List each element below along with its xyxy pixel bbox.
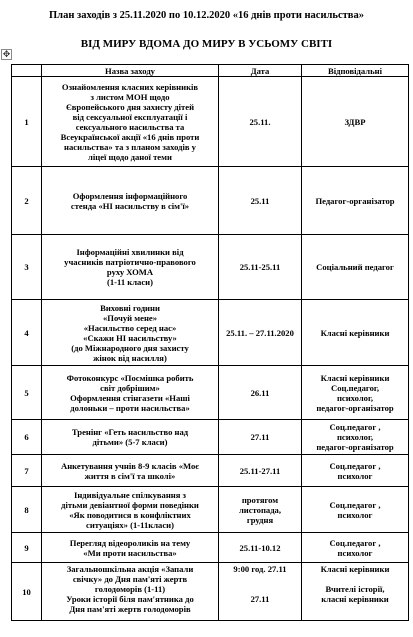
event-name-line: Дня пам'яті жертв голодоморів [69, 604, 191, 614]
event-responsible: ЗДВР [302, 77, 409, 167]
event-name-line: Тренінг «Геть насильство над [71, 427, 189, 437]
event-name [42, 533, 219, 563]
event-name-line: голодоморів (1-11) [94, 584, 166, 594]
event-name-line: насильства» та з планом заходів у [64, 141, 196, 152]
event-name-line: життя в сім'ї та школі» [84, 470, 176, 481]
row-number: 1 [12, 77, 42, 167]
event-name-line: Перегляд відеороликів на тему [69, 537, 191, 548]
row-number: 2 [12, 167, 42, 235]
event-name-line: ліцеї щодо даної теми [88, 151, 172, 162]
date-line: грудня [246, 514, 274, 525]
event-name-line: долоньки – проти насильства» [70, 402, 190, 413]
event-name-line: з листом МОН щодо [90, 91, 170, 102]
event-responsible [302, 366, 409, 420]
event-date: 25.11. – 27.11.2020 [219, 300, 302, 366]
event-name [42, 366, 219, 420]
table-row [12, 533, 409, 563]
event-name-line: ситуаціях» (1-11класи) [86, 519, 174, 530]
event-name-line: «Насильство серед нас» [83, 322, 177, 333]
responsible-line: психолог, [336, 392, 374, 403]
event-name [42, 455, 219, 487]
event-name-line: «Ми проти насильства» [83, 547, 177, 558]
event-name-line: Фотоконкурс «Посмішка робить [66, 372, 194, 383]
event-name-line: стенда «НІ насильству в сім'ї» [70, 200, 190, 211]
event-name-line: Інформаційні хвилинки від [76, 247, 184, 257]
table-row [12, 235, 409, 300]
table-row [12, 455, 409, 487]
row-number: 3 [12, 235, 42, 300]
page-subtitle: ВІД МИРУ ВДОМА ДО МИРУ В УСЬОМУ СВІТІ [80, 38, 333, 50]
event-name [42, 167, 219, 235]
event-name [42, 235, 219, 300]
event-responsible [302, 420, 409, 455]
event-name [42, 300, 219, 366]
event-responsible: Класні керівники [302, 300, 409, 366]
event-date: 27.11 [219, 420, 302, 455]
page-title: План заходів з 25.11.2020 по 10.12.2020 «16 днів проти насильства» [49, 10, 364, 21]
header-name: Назва заходу [42, 65, 219, 77]
responsible-line: Соц.педагог, [331, 382, 379, 393]
event-responsible [302, 487, 409, 533]
event-date: 25.11-27.11 [219, 455, 302, 487]
event-name-line: Європейського дня захисту дітей [65, 101, 195, 112]
event-name-line: свічку» до Дня пам'яті жертв [72, 574, 188, 584]
table-row [12, 487, 409, 533]
header-number [12, 65, 42, 77]
event-name-line: руху ХОМА [106, 267, 154, 277]
event-name-line: дітьми» (5-7 класи) [92, 437, 168, 447]
event-name-line: Анкетування учнів 8-9 класів «Моє [61, 460, 199, 471]
event-responsible [302, 533, 409, 563]
event-name-line: жінок від насилля) [93, 352, 167, 363]
date-line: протягом [241, 494, 279, 505]
responsible-line: Класні керівники [320, 564, 390, 574]
event-responsible [302, 455, 409, 487]
table-header-row [12, 65, 409, 77]
responsible-line: класні керівники [321, 594, 389, 604]
row-number: 4 [12, 300, 42, 366]
event-responsible: Соціальний педагог [302, 235, 409, 300]
responsible-line: психолог, [336, 432, 374, 442]
responsible-line: Класні керівники [320, 372, 390, 383]
event-name [42, 420, 219, 455]
event-name-line: «Почуй мене» [102, 312, 158, 323]
date-line: 27.11 [250, 594, 270, 604]
event-name-line: Уроки історії біля пам'ятника до [66, 594, 194, 604]
table-row [12, 300, 409, 366]
event-date: 25.11-10.12 [219, 533, 302, 563]
event-responsible [302, 563, 409, 621]
event-name-line: Індивідуальне спілкування з [74, 489, 186, 500]
row-number: 8 [12, 487, 42, 533]
event-name-line: Оформлення інформаційного [72, 190, 188, 201]
event-name-line: від сексуальної експлуатації і [72, 111, 188, 122]
table-row [12, 77, 409, 167]
responsible-line: Соц.педагог , [329, 460, 381, 471]
event-responsible: Педагог-організатор [302, 167, 409, 235]
date-line: 9:00 год. 27.11 [233, 564, 287, 574]
table-row [12, 167, 409, 235]
event-name-line: (1-11 класи) [107, 277, 153, 287]
event-name-line: Виховні години [100, 302, 160, 313]
row-number: 10 [12, 563, 42, 621]
event-date: 25.11 [219, 167, 302, 235]
event-name-line: «Скажи НІ насильству» [83, 332, 177, 343]
event-name-line: Всеукраїнської акції «16 днів проти [60, 131, 200, 142]
header-responsible: Відповідальні [302, 65, 409, 77]
event-name-line: Оформлення стінгазети «Наші [70, 392, 190, 403]
event-name-line: (до Міжнародного дня захисту [71, 342, 189, 353]
responsible-line: педагог-організатор [316, 442, 394, 452]
event-date [219, 563, 302, 621]
responsible-line: педагог-організатор [316, 402, 394, 413]
events-table [11, 64, 409, 621]
header-date: Дата [219, 65, 302, 77]
event-date: 26.11 [219, 366, 302, 420]
event-name-line: дітьми девіантної форми поведінки [61, 499, 199, 510]
event-name-line: сексуального насильства та [75, 121, 185, 132]
table-row [12, 420, 409, 455]
row-number: 9 [12, 533, 42, 563]
event-name-line: світ добрішим» [100, 382, 160, 393]
row-number: 5 [12, 366, 42, 420]
row-number: 6 [12, 420, 42, 455]
event-name [42, 77, 219, 167]
responsible-line: психолог [337, 509, 373, 520]
table-row [12, 366, 409, 420]
event-name [42, 487, 219, 533]
event-name-line: «Як поводитися в конфліктних [69, 509, 191, 520]
table-row [12, 563, 409, 621]
event-name [42, 563, 219, 621]
event-name-line: учасників патріотично-правового [64, 257, 196, 267]
responsible-line: Соц.педагог , [329, 422, 381, 432]
responsible-line: Соц.педагог , [329, 537, 381, 548]
responsible-line: психолог [337, 470, 373, 481]
date-line: листопада, [238, 504, 282, 515]
event-date [219, 487, 302, 533]
event-date: 25.11-25.11 [219, 235, 302, 300]
table-move-handle-icon[interactable]: ✥ [2, 50, 11, 60]
responsible-line: психолог [337, 547, 373, 558]
event-name-line: Загальношкільна акція «Запали [66, 564, 194, 574]
responsible-line: Соц.педагог , [329, 499, 381, 510]
event-date: 25.11. [219, 77, 302, 167]
event-name-line: Ознайомлення класних керівників [61, 81, 199, 92]
responsible-line: Вчителі історії, [325, 584, 385, 594]
row-number: 7 [12, 455, 42, 487]
